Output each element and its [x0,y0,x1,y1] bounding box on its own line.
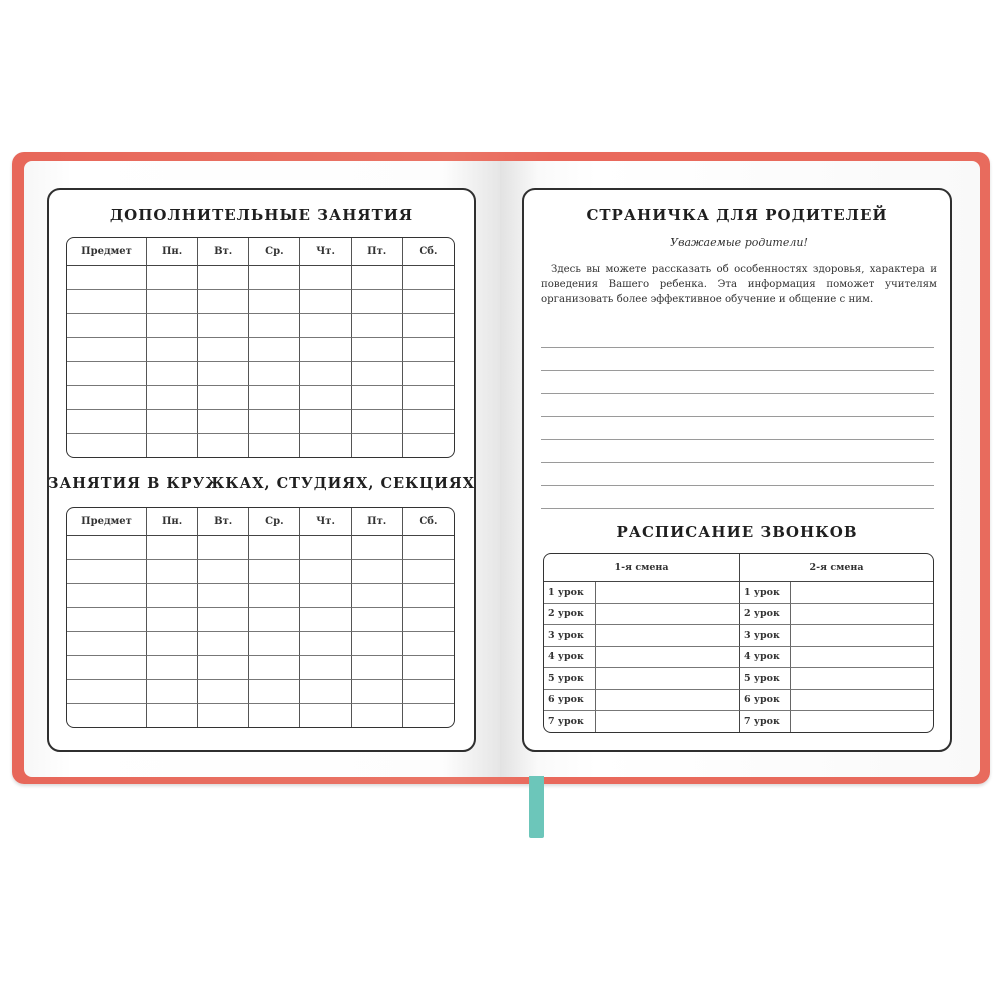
day-cell [198,584,249,608]
writing-line [541,325,934,348]
bell-row [544,604,933,626]
shift-1-lesson-label: 7 урок [544,711,596,732]
subject-cell [67,704,147,727]
day-cell [300,560,351,584]
day-cell [403,560,454,584]
day-cell [249,632,300,656]
bell-schedule-table [543,553,934,733]
day-cell [300,608,351,632]
day-cell [198,266,249,290]
day-cell [300,632,351,656]
header-fri: Пт. [352,508,403,536]
header-fri: Пт. [352,238,403,266]
subject-cell [67,632,147,656]
header-thu: Чт. [300,508,351,536]
day-cell [403,362,454,386]
shift-1-lesson-label: 1 урок [544,582,596,604]
table-row [67,632,454,656]
subject-cell [67,584,147,608]
extra-classes-body [67,266,454,457]
day-cell [300,536,351,560]
subject-cell [67,290,147,314]
day-cell [249,434,300,457]
ribbon-bookmark [529,776,544,838]
day-cell [249,386,300,410]
bell-row [544,711,933,732]
writing-line [541,463,934,486]
day-cell [300,704,351,727]
day-cell [198,410,249,434]
header-mon: Пн. [147,508,198,536]
shift-1-lesson-label: 5 урок [544,668,596,690]
subject-cell [67,362,147,386]
shift-1-time-cell [596,690,740,712]
writing-line [541,394,934,417]
day-cell [352,362,403,386]
day-cell [147,362,198,386]
day-cell [352,386,403,410]
table-row [67,584,454,608]
day-cell [403,704,454,727]
day-cell [147,632,198,656]
day-cell [198,560,249,584]
day-cell [249,410,300,434]
bell-schedule-body [544,582,933,732]
parents-page-title: СТРАНИЧКА ДЛЯ РОДИТЕЛЕЙ [586,206,888,224]
bell-row [544,625,933,647]
table-row [67,704,454,727]
header-subject: Предмет [67,508,147,536]
day-cell [403,266,454,290]
table-row [67,338,454,362]
day-cell [403,386,454,410]
shift-1-lesson-label: 4 урок [544,647,596,669]
parents-greeting: Уважаемые родители! [670,236,808,249]
day-cell [300,434,351,457]
day-cell [352,266,403,290]
day-cell [147,386,198,410]
day-cell [403,314,454,338]
header-tue: Вт. [198,238,249,266]
header-subject: Предмет [67,238,147,266]
writing-line [541,417,934,440]
shift-1-time-cell [596,582,740,604]
day-cell [198,386,249,410]
day-cell [300,680,351,704]
subject-cell [67,338,147,362]
day-cell [198,536,249,560]
day-cell [147,434,198,457]
table-row [67,314,454,338]
shift-2-lesson-label: 3 урок [740,625,791,647]
header-wed: Ср. [249,238,300,266]
day-cell [198,680,249,704]
day-cell [198,362,249,386]
day-cell [403,338,454,362]
shift-1-time-cell [596,711,740,732]
header-sat: Сб. [403,508,454,536]
day-cell [249,560,300,584]
day-cell [403,656,454,680]
shift-1-time-cell [596,647,740,669]
day-cell [249,314,300,338]
day-cell [300,584,351,608]
subject-cell [67,680,147,704]
shift-2-time-cell [791,690,933,712]
table-row [67,434,454,457]
writing-line [541,486,934,509]
shift-2-lesson-label: 1 урок [740,582,791,604]
table-row [67,680,454,704]
day-cell [300,362,351,386]
shift-1-time-cell [596,604,740,626]
day-cell [147,338,198,362]
table-row [67,536,454,560]
writing-line [541,440,934,463]
day-cell [403,410,454,434]
day-cell [147,290,198,314]
bell-header-row [544,554,933,582]
shift-2-lesson-label: 4 урок [740,647,791,669]
day-cell [352,680,403,704]
shift-1-time-cell [596,625,740,647]
subject-cell [67,560,147,584]
table-row [67,290,454,314]
shift-2-header: 2-я смена [740,554,933,582]
day-cell [147,410,198,434]
day-cell [249,680,300,704]
shift-1-time-cell [596,668,740,690]
day-cell [352,314,403,338]
day-cell [147,704,198,727]
day-cell [300,386,351,410]
day-cell [403,434,454,457]
day-cell [198,608,249,632]
table-row [67,362,454,386]
shift-1-lesson-label: 6 урок [544,690,596,712]
day-cell [249,362,300,386]
bell-schedule-title: РАСПИСАНИЕ ЗВОНКОВ [616,523,858,541]
day-cell [352,410,403,434]
day-cell [249,608,300,632]
shift-2-time-cell [791,668,933,690]
subject-cell [67,608,147,632]
day-cell [403,290,454,314]
day-cell [300,338,351,362]
table-row [67,410,454,434]
table-row [67,266,454,290]
day-cell [198,632,249,656]
subject-cell [67,434,147,457]
day-cell [198,656,249,680]
day-cell [249,266,300,290]
day-cell [198,314,249,338]
shift-1-lesson-label: 3 урок [544,625,596,647]
parents-intro-text: Здесь вы можете рассказать об особенностях здоровья, характера и поведения Вашего ребенка. Эта информация поможет учителям организовать более эффективное обучение и общение с ним. [541,264,937,305]
subject-cell [67,386,147,410]
day-cell [147,584,198,608]
table-header-row [67,508,454,536]
table-row [67,386,454,410]
day-cell [147,536,198,560]
table-row [67,656,454,680]
writing-line [541,371,934,394]
shift-2-time-cell [791,582,933,604]
day-cell [147,314,198,338]
day-cell [403,584,454,608]
day-cell [147,560,198,584]
day-cell [352,290,403,314]
day-cell [249,584,300,608]
day-cell [300,314,351,338]
day-cell [352,632,403,656]
bell-row [544,582,933,604]
day-cell [352,704,403,727]
header-wed: Ср. [249,508,300,536]
day-cell [403,680,454,704]
day-cell [249,704,300,727]
day-cell [198,338,249,362]
day-cell [403,608,454,632]
header-sat: Сб. [403,238,454,266]
day-cell [147,656,198,680]
shift-2-time-cell [791,625,933,647]
day-cell [352,536,403,560]
day-cell [403,632,454,656]
header-thu: Чт. [300,238,351,266]
parents-writing-lines [541,325,934,509]
day-cell [352,560,403,584]
bell-row [544,690,933,712]
day-cell [352,656,403,680]
day-cell [198,704,249,727]
subject-cell [67,536,147,560]
day-cell [198,290,249,314]
extra-classes-title: ДОПОЛНИТЕЛЬНЫЕ ЗАНЯТИЯ [109,206,414,224]
writing-line [541,348,934,371]
clubs-body [67,536,454,727]
header-tue: Вт. [198,508,249,536]
day-cell [300,266,351,290]
day-cell [249,338,300,362]
bell-row [544,647,933,669]
day-cell [249,536,300,560]
shift-2-time-cell [791,647,933,669]
bell-row [544,668,933,690]
shift-1-lesson-label: 2 урок [544,604,596,626]
day-cell [249,656,300,680]
shift-2-lesson-label: 7 урок [740,711,791,732]
day-cell [249,290,300,314]
subject-cell [67,314,147,338]
subject-cell [67,410,147,434]
day-cell [147,680,198,704]
subject-cell [67,656,147,680]
clubs-title: ЗАНЯТИЯ В КРУЖКАХ, СТУДИЯХ, СЕКЦИЯХ [48,475,475,492]
day-cell [147,266,198,290]
day-cell [300,290,351,314]
clubs-table [66,507,455,728]
table-row [67,560,454,584]
shift-1-header: 1-я смена [544,554,740,582]
shift-2-lesson-label: 2 урок [740,604,791,626]
subject-cell [67,266,147,290]
day-cell [352,434,403,457]
day-cell [300,656,351,680]
day-cell [352,608,403,632]
table-row [67,608,454,632]
shift-2-time-cell [791,604,933,626]
day-cell [352,584,403,608]
extra-classes-table [66,237,455,458]
day-cell [403,536,454,560]
shift-2-lesson-label: 6 урок [740,690,791,712]
header-mon: Пн. [147,238,198,266]
table-header-row [67,238,454,266]
day-cell [352,338,403,362]
day-cell [147,608,198,632]
day-cell [198,434,249,457]
shift-2-time-cell [791,711,933,732]
shift-2-lesson-label: 5 урок [740,668,791,690]
day-cell [300,410,351,434]
